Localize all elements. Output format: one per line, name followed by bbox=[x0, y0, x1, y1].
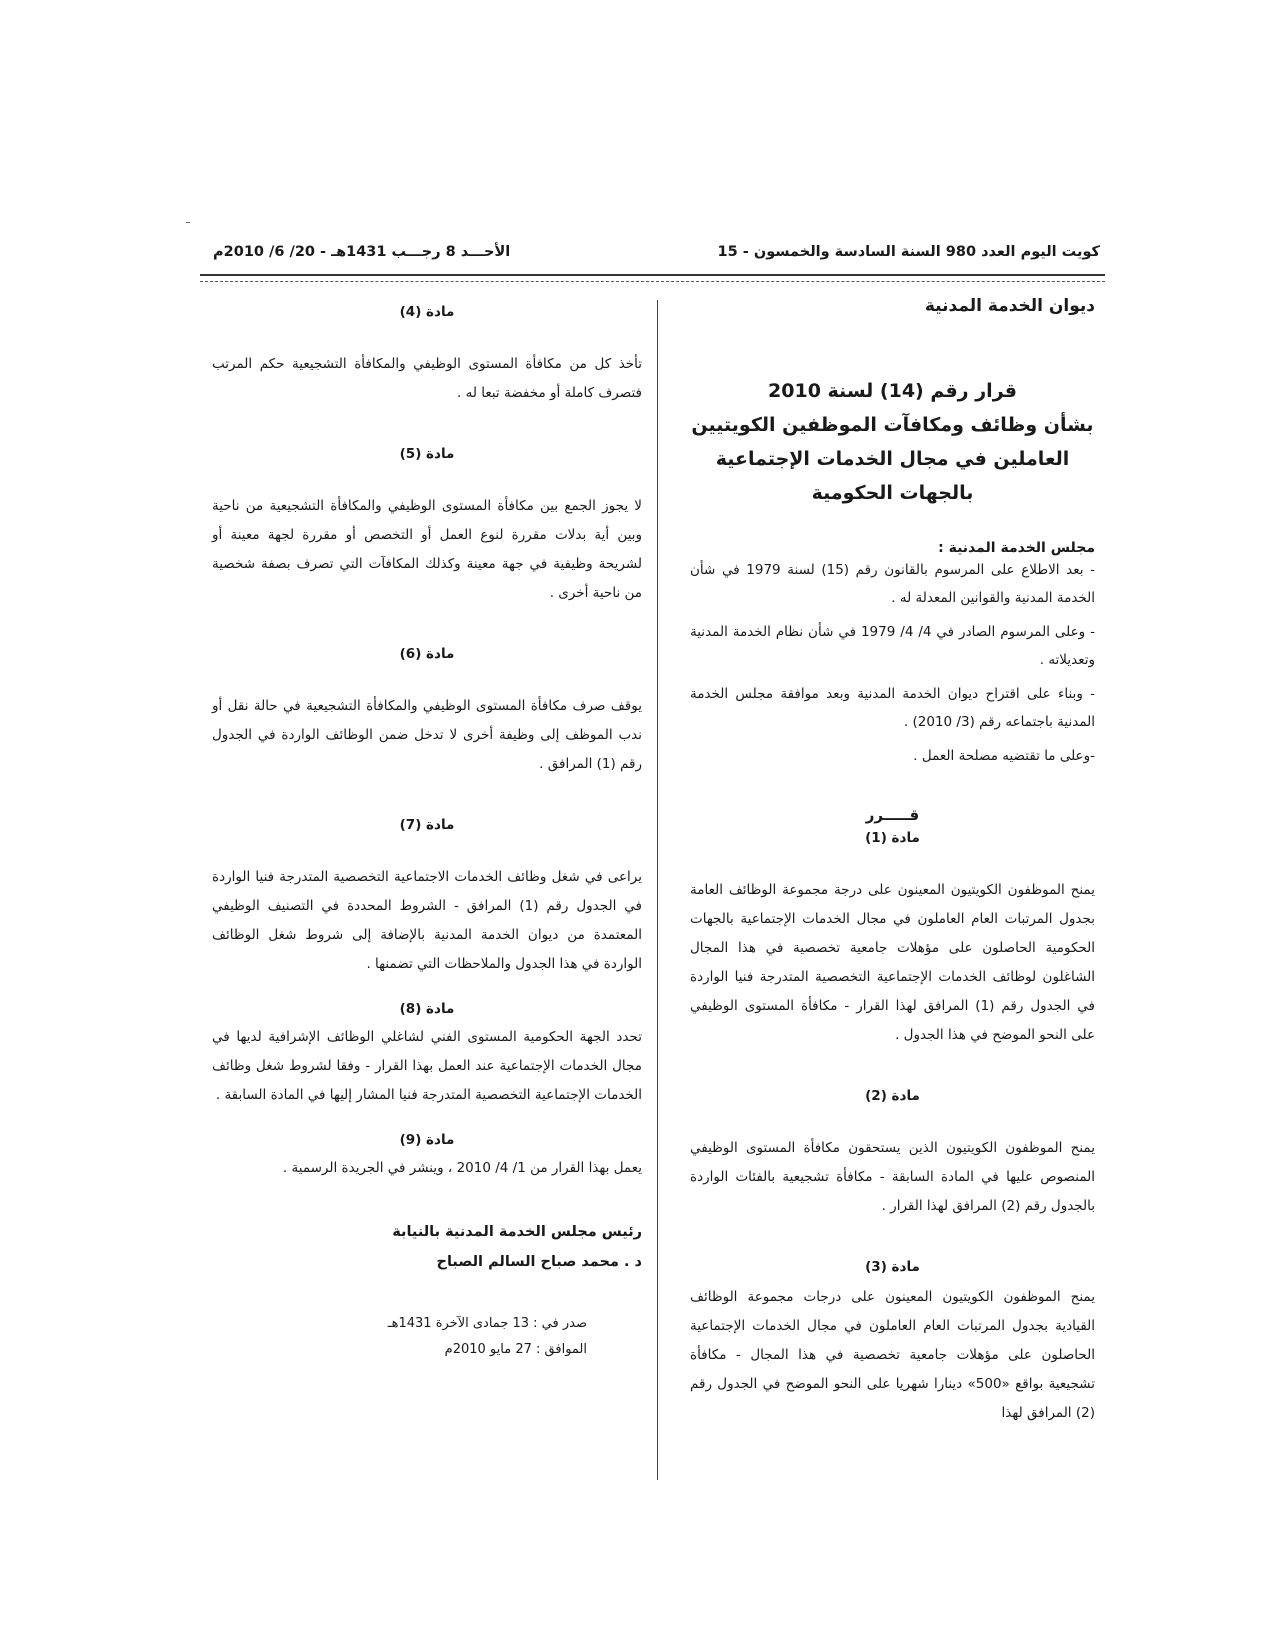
right-column bbox=[690, 290, 1095, 1428]
article-text: تأخذ كل من مكافأة المستوى الوظيفي والمكافأة التشجيعية حكم المرتب فتصرف كاملة أو مخفضة تبعا له . bbox=[212, 356, 642, 401]
signature-block bbox=[212, 1217, 642, 1277]
preamble-item: -وعلى ما تقتضيه مصلحة العمل . bbox=[913, 748, 1095, 764]
article-heading: مادة (4) bbox=[399, 304, 455, 320]
signatory-name: د . محمد صباح السالم الصباح bbox=[436, 1254, 642, 1270]
article-heading: مادة (8) bbox=[399, 1001, 455, 1017]
header-date: الأحـــد 8 رجـــب 1431هـ - 20/ 6/ 2010م bbox=[213, 244, 511, 260]
issued-hijri: صدر في : 13 جمادى الآخرة 1431هـ bbox=[387, 1316, 587, 1331]
preamble-item: - بعد الاطلاع على المرسوم بالقانون رقم (15) لسنة 1979 في شأن الخدمة المدنية والقوانين المعدلة له . bbox=[690, 562, 1095, 606]
issued-gregorian: الموافق : 27 مايو 2010م bbox=[444, 1342, 587, 1357]
column-divider bbox=[657, 300, 658, 1480]
article-text: يمنح الموظفون الكويتيون الذين يستحقون مكافأة المستوى الوظيفي المنصوص عليها في المادة السابقة - مكافأة تشجيعية بالفئات الواردة بالجدول رقم (2) المرافق لهذا القرار . bbox=[690, 1140, 1095, 1214]
decree-title-line: قرار رقم (14) لسنة 2010 bbox=[768, 380, 1017, 402]
decree-title-line: بشأن وظائف ومكافآت الموظفين الكويتيين bbox=[691, 414, 1094, 436]
signatory-role: رئيس مجلس الخدمة المدنية بالنيابة bbox=[392, 1224, 642, 1240]
article-heading: مادة (3) bbox=[865, 1259, 920, 1275]
issue-date-block bbox=[212, 1311, 587, 1363]
article-heading: مادة (2) bbox=[865, 1088, 920, 1104]
left-column bbox=[212, 290, 642, 1363]
preamble-item: - وعلى المرسوم الصادر في 4/ 4/ 1979 في شأن نظام الخدمة المدنية وتعديلاته . bbox=[690, 624, 1095, 668]
header-rule-dashed bbox=[200, 281, 1105, 282]
council-label: مجلس الخدمة المدنية : bbox=[938, 540, 1095, 556]
preamble-item: - وبناء على اقتراح ديوان الخدمة المدنية وبعد موافقة مجلس الخدمة المدنية باجتماعه رقم (3/ 2010) . bbox=[690, 686, 1095, 730]
article-text: يراعى في شغل وظائف الخدمات الاجتماعية التخصصية المتدرجة فنيا الواردة في الجدول رقم (1) المرافق - الشروط المحددة في التصنيف الوظيفي المعتمدة من ديوان الخدمة المدنية بالإضافة إلى شروط شغل الوظائف الواردة في هذا الجدول والملاحظات التي تضمنها . bbox=[212, 869, 642, 972]
article-text: لا يجوز الجمع بين مكافأة المستوى الوظيفي والمكافأة التشجيعية من ناحية وبين أية بدلات مقررة لنوع العمل أو التخصص أو مقررة لجهة معينة أو لشريحة وظيفية في جهة معينة وكذلك المكافآت التي تصرف بصفة شخصية من ناحية أخرى . bbox=[212, 498, 642, 601]
article-text: يعمل بهذا القرار من 1/ 4/ 2010 ، وينشر في الجريدة الرسمية . bbox=[282, 1160, 642, 1176]
header-rule bbox=[200, 274, 1105, 276]
article-text: يوقف صرف مكافأة المستوى الوظيفي والمكافأة التشجيعية في حالة نقل أو ندب الموظف إلى وظيفة أخرى لا تدخل ضمن الوظائف الواردة في الجدول رقم (1) المرافق . bbox=[212, 698, 642, 772]
article-heading: مادة (7) bbox=[399, 817, 455, 833]
decree-title-line: بالجهات الحكومية bbox=[811, 482, 974, 504]
decree-title bbox=[690, 374, 1095, 510]
article-heading: مادة (1) bbox=[865, 830, 920, 846]
article-heading: مادة (5) bbox=[399, 446, 455, 462]
publisher-heading: ديوان الخدمة المدنية bbox=[924, 296, 1095, 316]
header-issue-info: كويت اليوم العدد 980 السنة السادسة والخمسون - 15 bbox=[717, 244, 1100, 260]
article-text: يمنح الموظفون الكويتيون المعينون على درجات مجموعة الوظائف القيادية بجدول المرتبات العام العاملون في مجال الخدمات الإجتماعية الحاصلون على مؤهلات جامعية تخصصية في هذا المجال - مكافأة تشجيعية بواقع «500» دينارا شهريا على النحو الموضح في الجدول رقم (2) المرافق لهذا bbox=[690, 1289, 1095, 1421]
decided-heading: قـــــرر bbox=[865, 806, 920, 824]
decree-title-line: العاملين في مجال الخدمات الإجتماعية bbox=[715, 448, 1070, 470]
article-heading: مادة (9) bbox=[399, 1132, 455, 1148]
article-text: يمنح الموظفون الكويتيون المعينون على درجة مجموعة الوظائف العامة بجدول المرتبات العام العاملون في مجال الخدمات الإجتماعية بالجهات الحكومية الحاصلون على مؤهلات جامعية تخصصية في هذا المجال الشاغلون لوظائف الخدمات الإجتماعية التخصصية المتدرجة فنيا الواردة في الجدول رقم (1) المرافق لهذا القرار - مكافأة المستوى الوظيفي على النحو الموضح في هذا الجدول . bbox=[690, 882, 1095, 1043]
article-heading: مادة (6) bbox=[399, 646, 455, 662]
scan-mark bbox=[186, 222, 190, 223]
page-header bbox=[205, 238, 1100, 272]
article-text: تحدد الجهة الحكومية المستوى الفني لشاغلي الوظائف الإشرافية لديها في مجال الخدمات الإجتماعية عند العمل بهذا القرار - وفقا لشروط شغل وظائف الخدمات الإجتماعية التخصصية المتدرجة فنيا المشار إليها في المادة السابقة . bbox=[212, 1029, 642, 1103]
